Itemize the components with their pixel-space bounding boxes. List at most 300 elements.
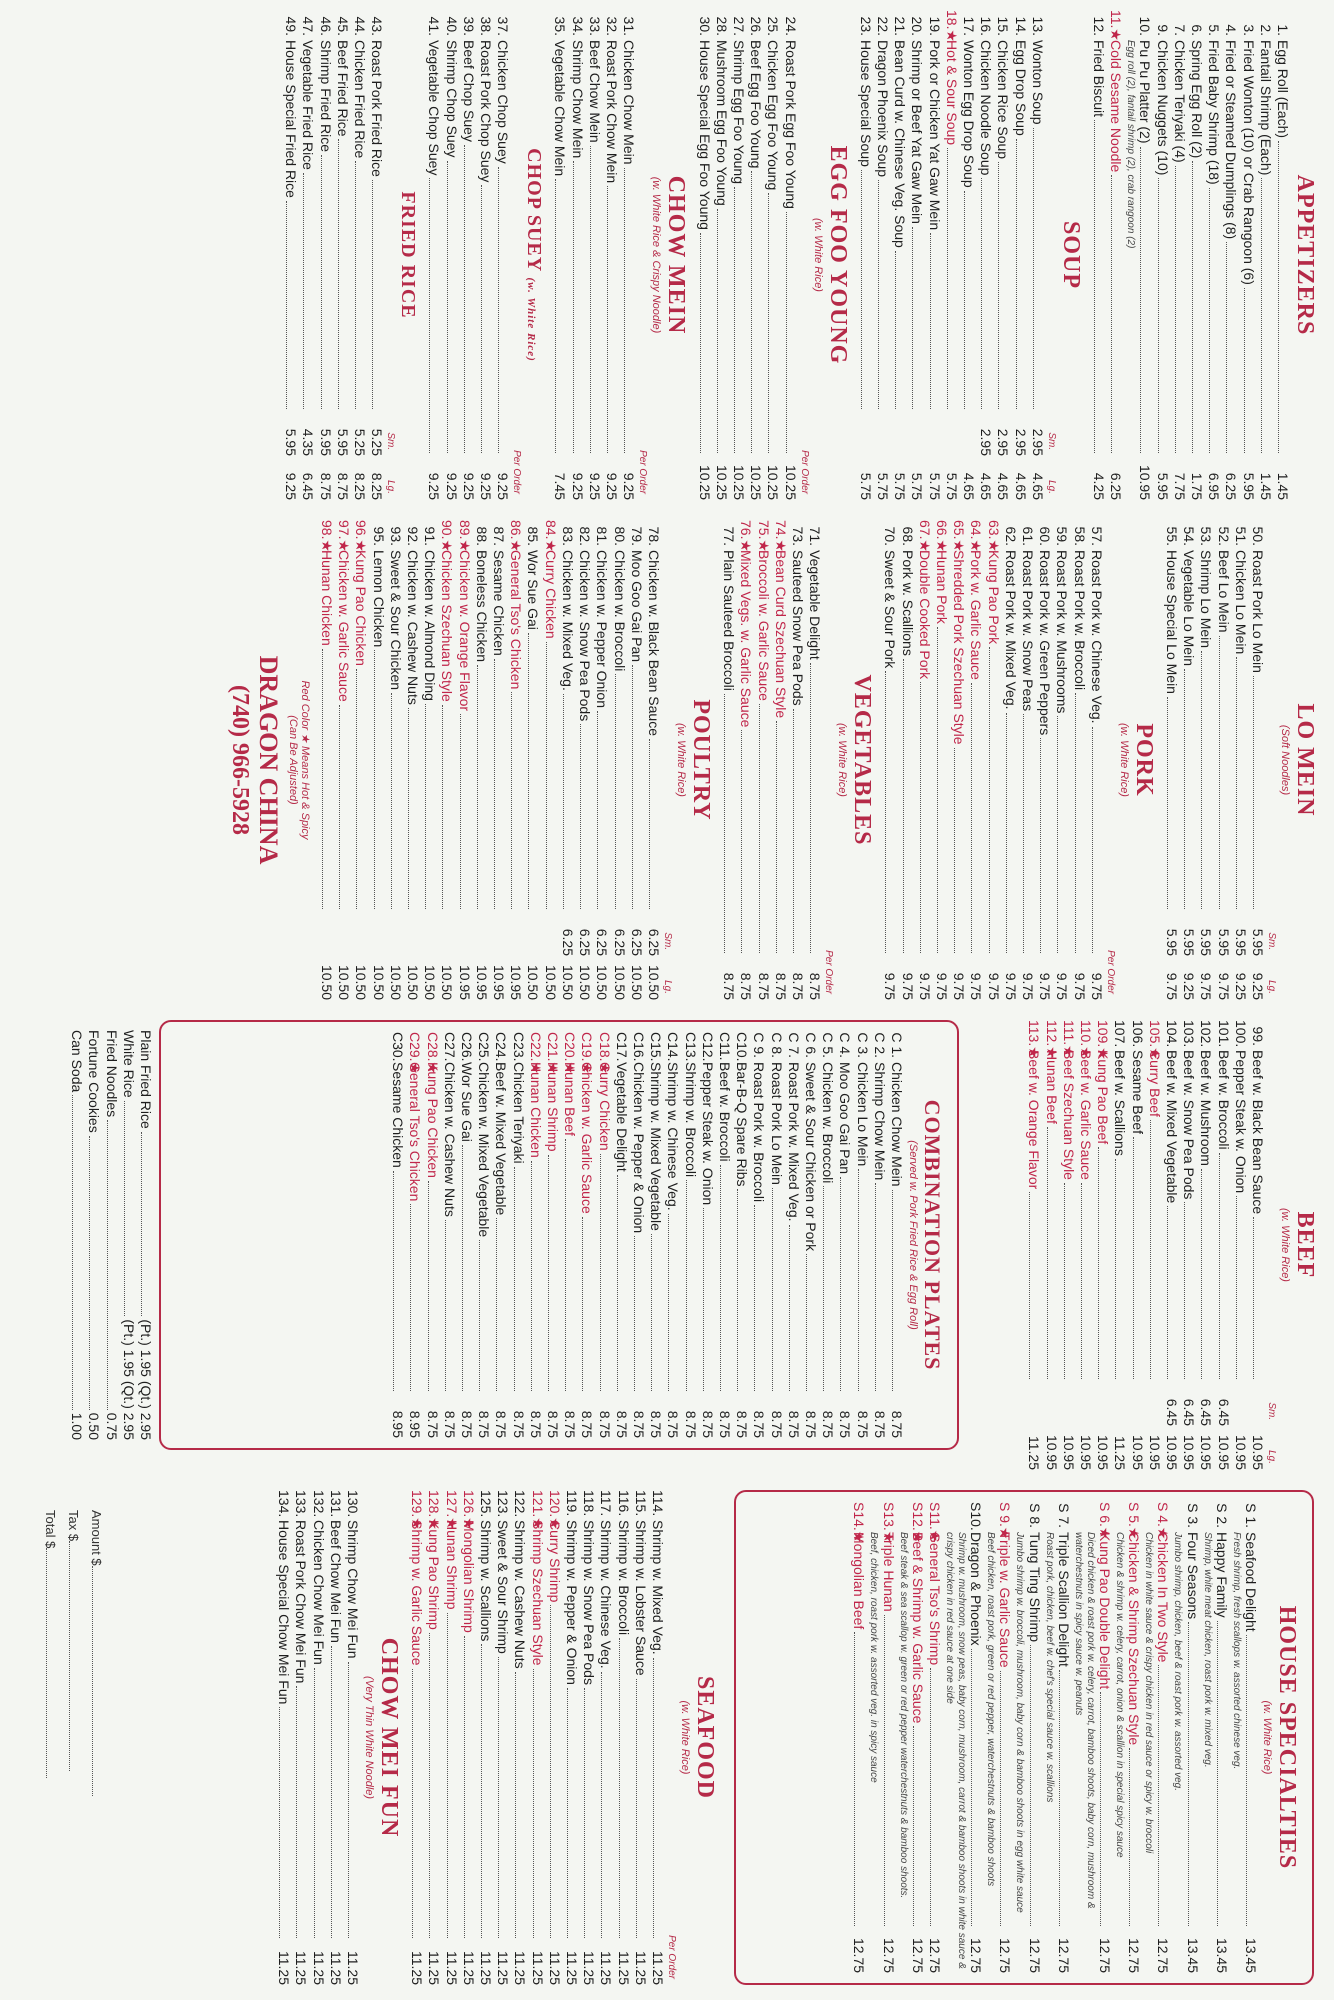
leader-dots [511, 692, 512, 909]
item-price-sm: 6.45 [1215, 1398, 1232, 1426]
item-price: 12.75 [926, 1937, 943, 1973]
menu-row [967, 1502, 984, 1973]
item-name: Shrimp Egg Foo Young [730, 40, 747, 184]
leader-dots [481, 1644, 482, 1938]
item-price: 8.75 [785, 1410, 802, 1438]
leader-dots [1158, 1665, 1159, 1926]
item-number: 61. [1019, 526, 1036, 546]
menu-row [1125, 1502, 1142, 1973]
item-price: 1.75 [1188, 472, 1205, 500]
item-name: Beef w. Scallions [1112, 1050, 1129, 1156]
leader-dots [615, 674, 616, 909]
item-description: Fresh shrimp, fresh scallops w. assorted chinese veg. [1230, 1532, 1242, 1770]
menu-row [891, 10, 908, 500]
item-price: 11.25 [460, 1951, 477, 1985]
item-price: 8.75 [458, 1410, 475, 1438]
item-description: Shrimp w. mushroom, snow peas, baby corn, mushroom, carrot & bamboo shoots in white sauce & crispy chicken in red sauce at one side [943, 1532, 967, 1969]
item-number: C29.★ [407, 1032, 424, 1075]
menu-row [406, 1032, 423, 1438]
menu-row [1002, 520, 1019, 1000]
item-name: Beef w. Garlic Sauce [1077, 1050, 1094, 1180]
beef-list [1025, 1020, 1266, 1470]
item-name: Spring Egg Roll (2) [1188, 40, 1205, 159]
item-number: 104. [1163, 1020, 1180, 1048]
item-number: 54. [1181, 526, 1198, 546]
side-row [85, 1030, 102, 1440]
leader-dots [989, 647, 990, 953]
item-number: C17. [613, 1032, 630, 1062]
menu-row [438, 520, 455, 1000]
menu-row [458, 1032, 475, 1438]
item-number: 120.★ [546, 1490, 563, 1530]
menu-row [908, 10, 925, 500]
item-price-sm: 5.95 [334, 428, 351, 456]
item-number: 109.★ [1095, 1020, 1112, 1060]
vegetables-list [720, 520, 823, 1000]
leader-dots [737, 1189, 738, 1391]
leader-dots [772, 1188, 773, 1391]
menu-row [586, 10, 603, 500]
item-price: 11.25 [598, 1951, 615, 1985]
item-price: 11.25 [426, 1951, 443, 1985]
chow-mein-title: CHOW MEIN [663, 175, 690, 335]
item-name: Mongolian Beef [851, 1532, 868, 1630]
item-number: S 5.★ [1126, 1502, 1143, 1540]
item-price: 8.75 [889, 1410, 905, 1438]
item-name: Chicken Egg Foo Young [765, 40, 782, 191]
combination-box [159, 1020, 959, 1450]
menu-row [309, 1490, 326, 1985]
item-number: 39. [460, 16, 477, 36]
item-number: 71. [807, 526, 824, 546]
side-row [102, 1030, 119, 1440]
item-name: Shrimp w. Chinese Veg. [598, 1520, 615, 1669]
item-price: 9.75 [1054, 972, 1071, 1000]
menu-row [551, 10, 568, 500]
item-price-lg: 10.50 [336, 964, 353, 1000]
menu-row [492, 1032, 509, 1438]
item-number: 121.★ [529, 1490, 546, 1530]
menu-row [1153, 10, 1170, 500]
item-number: 16. [978, 16, 995, 36]
leader-dots [462, 1145, 463, 1391]
leader-dots [930, 1668, 931, 1926]
item-price-sm: 5.25 [352, 428, 369, 456]
item-price: 9.75 [916, 972, 933, 1000]
item-number: 4. [1223, 24, 1240, 36]
item-number: 43. [369, 16, 386, 36]
menu-row [1232, 520, 1249, 1000]
menu-row [649, 1490, 666, 1985]
soup-title: SOUP [1057, 220, 1084, 289]
item-price-lg: 9.75 [1198, 972, 1215, 1000]
item-price-lg: 10.95 [456, 964, 473, 1000]
poultry-title: POULTRY [687, 699, 714, 821]
leader-dots [789, 1225, 790, 1391]
item-name: Beef w. Mixed Vegetable [1163, 1050, 1180, 1204]
leader-dots [582, 1217, 583, 1391]
item-number: S14.★ [851, 1502, 868, 1544]
item-name: Vegetable Fried Rice [300, 40, 317, 170]
menu-row [1019, 520, 1036, 1000]
item-price-sm: 6.25 [611, 928, 628, 956]
item-price: 8.75 [562, 1410, 579, 1438]
item-number: 28. [713, 16, 730, 36]
leader-dots [442, 705, 443, 909]
item-number: 19. [926, 16, 943, 36]
menu-row [425, 1490, 442, 1985]
leader-dots [1057, 716, 1058, 953]
item-name: Shrimp or Beef Yat Gaw Mein [909, 40, 926, 224]
leader-dots [338, 139, 339, 409]
item-price: 8.75 [807, 972, 824, 1000]
leader-dots [1092, 727, 1093, 953]
item-number: 92. [405, 526, 422, 546]
item-name: General Tso's Shrimp [926, 1532, 943, 1666]
item-price: 9.75 [951, 972, 968, 1000]
lo-mein-header [1266, 520, 1277, 1000]
leader-dots [391, 693, 392, 909]
house-specialties-sub: (w. White Rice) [1261, 1700, 1273, 1775]
item-name: Shrimp w. Garlic Sauce [409, 1520, 426, 1666]
menu-row [563, 1490, 580, 1985]
item-name: Roast Pork Chow Mein [604, 40, 621, 184]
item-number: 24. [782, 16, 799, 36]
lo-mein-title: LO MEIN [1292, 703, 1318, 817]
item-number: 59. [1054, 526, 1071, 546]
leader-dots [590, 146, 591, 453]
fried-rice-sm-label: Sm. [385, 432, 397, 451]
item-name: Chicken w. Pepper & Onion [630, 1062, 647, 1234]
item-name: Chicken Teriyaki (4) [1171, 40, 1188, 163]
combination-list [389, 1032, 905, 1438]
item-number: 116. [615, 1490, 632, 1517]
leader-dots [875, 1183, 876, 1391]
leader-dots [141, 1132, 142, 1317]
menu-row [747, 10, 764, 500]
item-name: Roast Pork Lo Mein [1250, 550, 1266, 673]
item-name: Vegetable Lo Mein [1181, 550, 1198, 666]
item-number: 22. [874, 16, 891, 36]
leader-dots [464, 1636, 465, 1938]
menu-row [716, 1032, 733, 1438]
total-field-total[interactable] [46, 1548, 47, 1778]
item-number: S 1. [1243, 1503, 1259, 1528]
item-name: Roast Pork w. Mixed Veg. [1002, 550, 1019, 710]
item-price-sm: 2.95 [1012, 428, 1029, 456]
item-price: 7.45 [552, 472, 569, 500]
appetizers-title: APPETIZERS [1292, 174, 1318, 336]
item-number: 53. [1198, 526, 1215, 546]
item-price: 11.25 [293, 1951, 310, 1985]
leader-dots [878, 180, 879, 409]
menu-row [351, 10, 368, 500]
item-price: 12.75 [1126, 1937, 1143, 1973]
soup-list [857, 10, 1046, 500]
item-price-lg: 5.75 [926, 472, 943, 500]
item-name: Beef w. Broccoli [716, 1062, 733, 1162]
item-price: 8.75 [424, 1410, 441, 1438]
item-price: 9.25 [569, 472, 586, 500]
item-number: S 9.★ [997, 1502, 1014, 1540]
item-name: Mongolian Shrimp [460, 1520, 477, 1633]
item-number: 97.★ [336, 520, 353, 553]
leader-dots [533, 1669, 534, 1938]
item-name: Roast Pork Chow Mei Fun [293, 1520, 310, 1684]
menu-row [850, 1502, 867, 1973]
item-price: 12.75 [851, 1937, 868, 1973]
item-number: S 7. [1055, 1503, 1072, 1528]
item-name: Chicken w. Mixed Vegetable [476, 1062, 493, 1238]
menu-row [926, 1502, 943, 1973]
item-price: 8.75 [682, 1410, 699, 1438]
leader-dots [1201, 651, 1202, 909]
item-price-lg: 4.65 [1029, 472, 1046, 500]
item-price: 9.25 [478, 472, 495, 500]
leader-dots [1030, 1645, 1031, 1926]
menu-row [578, 1032, 595, 1438]
item-number: 123. [495, 1490, 512, 1518]
menu-row [1077, 1020, 1094, 1470]
appetizers-list [1090, 10, 1291, 500]
side-row [120, 1030, 137, 1440]
item-number: 45. [334, 16, 351, 36]
menu-row [898, 520, 915, 1000]
leader-dots [601, 1672, 602, 1938]
menu-row [1249, 520, 1266, 1000]
item-price: 1.45 [1257, 472, 1274, 500]
item-number: C12. [699, 1032, 716, 1062]
item-number: 50. [1250, 526, 1266, 546]
menu-row [1257, 10, 1274, 500]
leader-dots [981, 178, 982, 409]
menu-row [282, 10, 299, 500]
item-price-sm: 5.95 [1163, 928, 1180, 956]
item-name: Beef w. Mixed Vegetable [493, 1062, 510, 1216]
item-name: Triple Scallion Delight [1055, 1532, 1072, 1667]
leader-dots [892, 1190, 893, 1392]
item-name: Triple Hunan [880, 1532, 897, 1612]
chow-mein-per-order: Per Order [637, 450, 649, 494]
leader-dots [634, 1236, 635, 1391]
leader-dots [1236, 1196, 1237, 1379]
leader-dots [429, 1633, 430, 1938]
menu-row [737, 520, 754, 1000]
menu-row [1011, 10, 1028, 500]
menu-row [1136, 10, 1153, 500]
item-number: 99. [1250, 1026, 1266, 1046]
item-price-lg: 10.95 [473, 964, 490, 1000]
leader-dots [930, 233, 931, 409]
item-number: 70. [882, 526, 899, 546]
leader-dots [597, 711, 598, 909]
leader-dots [124, 1101, 125, 1317]
item-number: 115. [632, 1490, 649, 1517]
leader-dots [793, 709, 794, 953]
item-price-lg: 10.50 [439, 964, 456, 1000]
soup-header [1046, 10, 1057, 500]
menu-row [408, 1490, 425, 1985]
item-number: 130. [344, 1490, 361, 1518]
item-price: 8.75 [510, 1410, 527, 1438]
item-name: House Special Egg Foo Young [696, 40, 713, 230]
item-price: 5.95 [1240, 472, 1257, 500]
item-name: Egg Drop Soup [1012, 40, 1029, 136]
menu-row [1213, 1502, 1230, 1973]
menu-row [1128, 1020, 1145, 1470]
seafood-title: SEAFOOD [692, 1675, 718, 1799]
menu-row [1025, 1502, 1042, 1973]
item-name: Roast Pork w. Broccoli [1071, 550, 1088, 691]
item-name: Shrimp w. Lobster Sauce [632, 1520, 649, 1676]
item-price: 10.25 [696, 464, 713, 500]
menu-row [628, 520, 645, 1000]
item-name: Beef w. Snow Pea Pods [1181, 1050, 1198, 1200]
item-price: 11.25 [563, 1951, 580, 1985]
item-name: Sweet & Sour Chicken or Pork [802, 1062, 819, 1252]
item-name: Dragon Phoenix Soup [874, 40, 891, 177]
leader-dots [1253, 1217, 1254, 1379]
brand-name: DRAGON CHINA [253, 655, 283, 865]
item-name: Beef Egg Foo Young [748, 40, 765, 169]
item-number: S12.★ [909, 1502, 926, 1544]
leader-dots [619, 1638, 620, 1938]
item-number: 117. [598, 1490, 615, 1517]
leader-dots [632, 665, 633, 909]
item-number: 34. [569, 16, 586, 36]
item-price: 8.75 [716, 1410, 733, 1438]
item-name: Beef & Shrimp w. Garlic Sauce [909, 1532, 926, 1724]
item-price-lg: 10.95 [1163, 1434, 1180, 1470]
leader-dots [954, 748, 955, 953]
menu-row [352, 520, 369, 1000]
leader-dots [1064, 1183, 1065, 1379]
item-price: 8.75 [820, 1410, 837, 1438]
item-name: Wonton Egg Drop Soup [960, 40, 977, 188]
leader-dots [895, 251, 896, 409]
leader-dots [429, 178, 430, 453]
item-number: 125. [477, 1490, 494, 1518]
item-number: C13. [682, 1032, 699, 1062]
item-name: House Special Chow Mei Fun [276, 1520, 293, 1705]
item-name: Chicken Lo Mein [1232, 550, 1249, 655]
item-price: 10.25 [765, 464, 782, 500]
item-price-lg: 8.75 [334, 472, 351, 500]
item-name: Boneless Chicken [473, 550, 490, 663]
leader-dots [1253, 676, 1254, 909]
item-price: 10.25 [782, 464, 799, 500]
total-field-amount[interactable] [92, 1566, 93, 1796]
item-price-lg: 5.75 [874, 472, 891, 500]
item-price: 10.25 [713, 464, 730, 500]
item-name: Curry Shrimp [546, 1520, 563, 1603]
menu-row [1146, 1020, 1163, 1470]
menu-row [802, 1032, 819, 1438]
item-name: Bean Curd w. Chinese Veg. Soup [892, 40, 909, 248]
menu-row [1060, 1020, 1077, 1470]
item-number: S 8. [1026, 1503, 1043, 1528]
item-description: Chicken in white sauce & crispy chicken in red sauce or spicy w. broccoli [1143, 1532, 1155, 1854]
item-price-lg: 10.50 [422, 964, 439, 1000]
leader-dots [464, 145, 465, 453]
item-price: 12.75 [1026, 1937, 1043, 1973]
item-name: Chicken Noodle Soup [978, 40, 995, 176]
item-name: Curry Chicken [596, 1062, 613, 1151]
item-price: 6.25 [1108, 472, 1125, 500]
chow-mei-fun-list [275, 1490, 361, 1985]
item-number: 128.★ [426, 1490, 443, 1530]
menu-row [610, 520, 627, 1000]
leader-dots [913, 1726, 914, 1926]
item-price-lg: 10.50 [628, 964, 645, 1000]
item-name: Pu Pu Platter (2) [1137, 40, 1154, 144]
item-name: Sauteed Snow Pea Pods [789, 550, 806, 706]
total-field-tax[interactable] [69, 1541, 70, 1771]
item-name: Shrimp w. Broccoli [682, 1062, 699, 1178]
item-price-sm: 5.95 [1232, 928, 1249, 956]
item-number: 55. [1163, 526, 1180, 546]
item-number: 62. [1002, 526, 1019, 546]
item-number: C16. [630, 1032, 647, 1062]
leader-dots [600, 1154, 601, 1391]
chop-suey-per-order: Per Order [511, 450, 523, 494]
item-number: 78. [645, 526, 662, 546]
leader-dots [355, 161, 356, 409]
item-number: 47. [300, 16, 317, 36]
item-name: Beef w. Mushroom [1198, 1050, 1215, 1166]
menu-row [1274, 10, 1291, 500]
pork-title: PORK [1130, 723, 1157, 797]
item-price: 10.25 [730, 464, 747, 500]
leader-dots [498, 167, 499, 453]
item-price-lg: 10.95 [1146, 1434, 1163, 1470]
menu-row [720, 520, 737, 1000]
item-name: Shrimp Chow Mei Fun [344, 1520, 361, 1659]
beef-sm-label: Sm. [1266, 1402, 1277, 1421]
item-price: 9.75 [882, 972, 899, 1000]
leader-dots [998, 162, 999, 409]
item-price-lg: 8.75 [317, 472, 334, 500]
item-number: 81. [594, 526, 611, 546]
item-name: Mushroom Egg Foo Young [713, 40, 730, 206]
leader-dots [1129, 1748, 1130, 1926]
item-name: Beef Fried Rice [334, 40, 351, 137]
menu-row [597, 1490, 614, 1985]
item-name: Chicken Szechuan Style [439, 550, 456, 702]
item-number: 103. [1181, 1020, 1198, 1048]
menu-row [836, 1032, 853, 1438]
menu-row [1188, 10, 1205, 500]
menu-row [561, 1032, 578, 1438]
leader-dots [823, 1186, 824, 1391]
menu-row [580, 1490, 597, 1985]
leader-dots [279, 1707, 280, 1938]
leader-dots [1098, 1147, 1099, 1379]
side-row [68, 1030, 85, 1440]
item-price: 9.75 [968, 972, 985, 1000]
item-name: Fried Biscuit [1090, 40, 1107, 118]
item-price-lg: 10.50 [319, 964, 336, 1000]
pork-header [1105, 520, 1116, 1000]
item-number: S10. [968, 1502, 985, 1531]
sides-list [68, 1030, 154, 1440]
leader-dots [1201, 1169, 1202, 1379]
item-name: Chicken Teriyaki [510, 1062, 527, 1164]
item-price: 12.75 [1055, 1937, 1072, 1973]
item-price: 8.75 [871, 1410, 888, 1438]
menu-row [546, 1490, 563, 1985]
menu-row [857, 10, 874, 500]
